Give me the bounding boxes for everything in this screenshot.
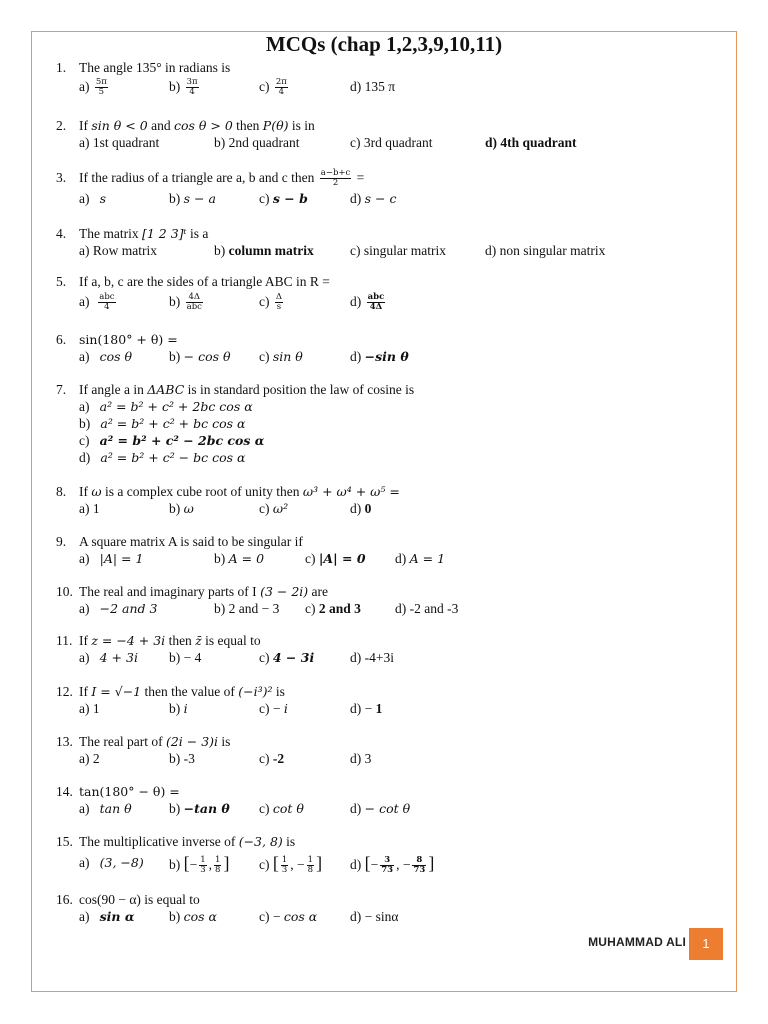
question-number: 11.: [56, 633, 73, 648]
option-a[interactable]: a) a² = b² + c² + 2bc cos α: [79, 399, 253, 414]
question-stem: If the radius of a triangle are a, b and c then $\frac{a-b+c}{2}$ =: [79, 168, 365, 189]
option-b[interactable]: b) 2 and − 3: [214, 601, 280, 616]
question-number: 6.: [56, 332, 67, 347]
option-d[interactable]: d) 4th quadrant: [485, 135, 577, 150]
question-8: [56, 483, 716, 517]
option-b[interactable]: b) 2nd quadrant: [214, 135, 300, 150]
question-11: [56, 632, 716, 666]
question-2: [56, 117, 716, 151]
option-a[interactable]: a) $\frac{5\pi}{5}$: [79, 77, 107, 98]
option-a[interactable]: a) 1: [79, 701, 100, 716]
question-stem: The multiplicative inverse of (−3, 8) is: [79, 834, 296, 849]
question-number: 14.: [56, 784, 73, 799]
option-b[interactable]: b) $\frac{4\Delta}{\text{abc}}$: [169, 292, 202, 313]
option-a[interactable]: a) tan θ: [79, 801, 132, 816]
option-c[interactable]: c) s − b: [259, 191, 308, 206]
option-b[interactable]: b) − cos θ: [169, 349, 231, 364]
option-c[interactable]: c) |A| = 0: [305, 551, 366, 566]
option-b[interactable]: b) i: [169, 701, 188, 716]
question-stem: If z = −4 + 3i then z̄ is equal to: [79, 633, 261, 648]
option-c[interactable]: c) a² = b² + c² − 2bc cos α: [79, 433, 265, 448]
question-number: 1.: [56, 60, 67, 75]
option-c[interactable]: c) ω²: [259, 501, 289, 516]
question-number: 4.: [56, 226, 67, 241]
option-d[interactable]: d) −sin θ: [350, 349, 409, 364]
option-b[interactable]: b) column matrix: [214, 243, 314, 258]
question-number: 16.: [56, 892, 73, 907]
option-d[interactable]: d) 135 π: [350, 79, 396, 94]
option-d[interactable]: d) s − c: [350, 191, 397, 206]
option-c[interactable]: c) [ $\frac{1}{3}$ , − $\frac{1}{8}$ ]: [259, 853, 323, 876]
option-a[interactable]: a) s: [79, 191, 107, 206]
option-d[interactable]: d) A = 1: [395, 551, 446, 566]
question-number: 7.: [56, 382, 67, 397]
question-stem: tan(180° − θ) =: [79, 784, 180, 799]
option-b[interactable]: b) cos α: [169, 909, 217, 924]
option-a[interactable]: a) cos θ: [79, 349, 133, 364]
option-c[interactable]: c) − cos α: [259, 909, 318, 924]
option-a[interactable]: a) 2: [79, 751, 100, 766]
question-stem: sin(180° + θ) =: [79, 332, 178, 347]
question-stem: The real and imaginary parts of I (3 − 2i) are: [79, 584, 328, 599]
option-b[interactable]: b) A = 0: [214, 551, 265, 566]
page-title: MCQs (chap 1,2,3,9,10,11): [265, 32, 503, 56]
option-a[interactable]: a) 1: [79, 501, 100, 516]
question-stem: The angle 135° in radians is: [79, 60, 231, 75]
question-6: [56, 331, 716, 365]
question-10: [56, 583, 716, 617]
option-d[interactable]: d) $\frac{\text{abc}}{4\Delta}$: [350, 292, 385, 313]
option-b[interactable]: b) [− $\frac{1}{3}$ , $\frac{1}{8}$ ]: [169, 853, 230, 876]
question-stem: If angle a in ΔABC is in standard position the law of cosine is: [79, 382, 415, 397]
option-d[interactable]: d) [− $\frac{3}{73}$ , − $\frac{8}{73}$ ]: [350, 853, 435, 876]
option-a[interactable]: a) $\frac{\text{abc}}{4}$: [79, 292, 115, 313]
question-number: 9.: [56, 534, 67, 549]
question-14: [56, 783, 716, 817]
option-b[interactable]: b) −tan θ: [169, 801, 230, 816]
option-b[interactable]: b) − 4: [169, 650, 202, 665]
question-number: 12.: [56, 684, 73, 699]
option-d[interactable]: d) − sinα: [350, 909, 399, 924]
option-a[interactable]: a) sin α: [79, 909, 135, 924]
question-stem: If sin θ < 0 and cos θ > 0 then P(θ) is in: [79, 118, 315, 133]
option-c[interactable]: c) 4 − 3i: [259, 650, 315, 665]
question-number: 15.: [56, 834, 73, 849]
question-stem: If ω is a complex cube root of unity then ω³ + ω⁴ + ω⁵ =: [79, 484, 400, 499]
question-number: 13.: [56, 734, 73, 749]
question-9: [56, 533, 716, 567]
option-d[interactable]: d) 0: [350, 501, 372, 516]
question-7: [56, 381, 716, 466]
question-3: [56, 166, 716, 207]
option-c[interactable]: c) -2: [259, 751, 285, 766]
option-c[interactable]: c) $\frac{\Delta}{s}$: [259, 292, 283, 313]
option-d[interactable]: d) 3: [350, 751, 372, 766]
footer-author: MUHAMMAD ALI: [588, 935, 686, 949]
option-c[interactable]: c) singular matrix: [350, 243, 446, 258]
question-stem: A square matrix A is said to be singular if: [79, 534, 303, 549]
option-c[interactable]: c) 2 and 3: [305, 601, 361, 616]
option-a[interactable]: a) |A| = 1: [79, 551, 144, 566]
option-b[interactable]: b) $\frac{3\pi}{4}$: [169, 77, 198, 98]
option-d[interactable]: d) non singular matrix: [485, 243, 606, 258]
question-number: 3.: [56, 170, 67, 185]
option-c[interactable]: c) sin θ: [259, 349, 303, 364]
question-number: 10.: [56, 584, 73, 599]
question-16: [56, 891, 716, 925]
question-4: [56, 225, 716, 259]
question-stem: cos(90 − α) is equal to: [79, 892, 200, 907]
question-15: [56, 833, 716, 876]
option-a[interactable]: a) 4 + 3i: [79, 650, 138, 665]
question-13: [56, 733, 716, 767]
option-d[interactable]: d) -2 and -3: [395, 601, 459, 616]
question-stem: If a, b, c are the sides of a triangle ABC in R =: [79, 274, 330, 289]
question-5: [56, 273, 716, 314]
option-a[interactable]: a) Row matrix: [79, 243, 157, 258]
option-b[interactable]: b) -3: [169, 751, 195, 766]
question-12: [56, 683, 716, 717]
option-a[interactable]: a) −2 and 3: [79, 601, 158, 616]
option-c[interactable]: c) − i: [259, 701, 288, 716]
option-c[interactable]: c) $\frac{2\pi}{4}$: [259, 77, 287, 98]
option-d[interactable]: d) a² = b² + c² − bc cos α: [79, 450, 246, 465]
option-c[interactable]: c) 3rd quadrant: [350, 135, 433, 150]
question-stem: If I = √−1 then the value of (−i³)² is: [79, 684, 285, 699]
option-a[interactable]: a) (3, −8): [79, 855, 144, 870]
question-number: 5.: [56, 274, 67, 289]
option-d[interactable]: d) − 1: [350, 701, 383, 716]
option-d[interactable]: d) − cot θ: [350, 801, 411, 816]
question-number: 2.: [56, 118, 67, 133]
option-a[interactable]: a) 1st quadrant: [79, 135, 160, 150]
option-b[interactable]: b) a² = b² + c² + bc cos α: [79, 416, 246, 431]
question-number: 8.: [56, 484, 67, 499]
page-number-badge: 1: [689, 928, 723, 960]
option-b[interactable]: b) ω: [169, 501, 194, 516]
option-c[interactable]: c) cot θ: [259, 801, 304, 816]
question-1: [56, 59, 716, 98]
question-stem: The real part of (2i − 3)i is: [79, 734, 231, 749]
option-b[interactable]: b) s − a: [169, 191, 216, 206]
question-stem: The matrix [1 2 3]ᵗ is a: [79, 226, 209, 241]
option-d[interactable]: d) -4+3i: [350, 650, 394, 665]
